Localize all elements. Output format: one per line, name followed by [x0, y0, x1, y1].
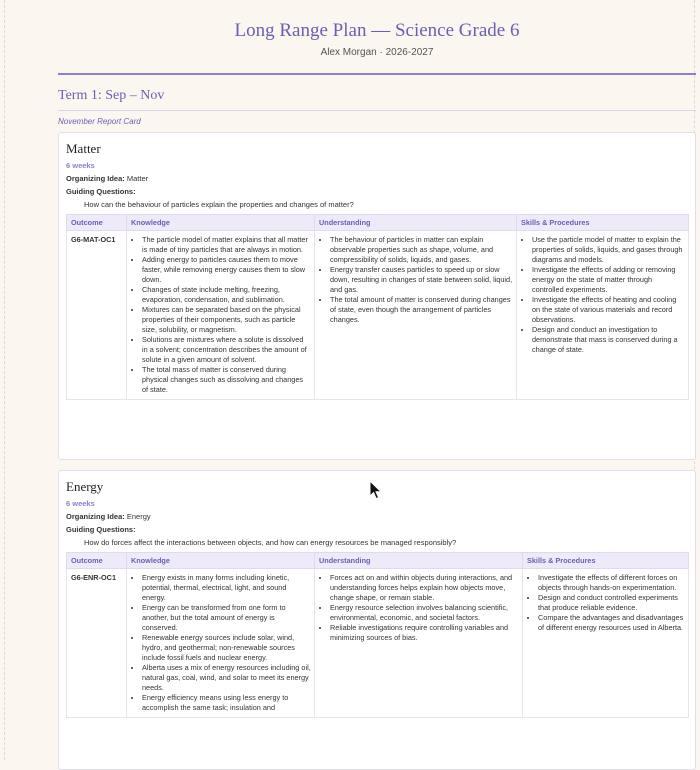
header-outcome: Outcome	[67, 215, 127, 231]
page-edge-left	[4, 0, 8, 760]
document-title: Long Range Plan — Science Grade 6	[234, 20, 520, 41]
organizing-idea	[66, 512, 689, 521]
list-item: • Alberta uses a mix of energy resources including oil, natural gas, coal, wind, and solar to meet its energy needs.	[142, 663, 311, 693]
unit-card-energy	[58, 470, 696, 770]
guiding-question: How can the behaviour of particles explain the properties and changes of matter?	[84, 200, 354, 209]
header-knowledge: Knowledge	[127, 215, 315, 231]
organizing-idea-label: Organizing Idea:	[66, 512, 125, 521]
list-item: • Investigate the effects of adding or removing energy on the state of matter through controlled experiments.	[532, 265, 685, 295]
guiding-question: How do forces affect the interactions between objects, and how can energy resources be managed responsibly?	[84, 538, 457, 547]
list-item: • Design and conduct controlled experiments that produce reliable evidence.	[538, 593, 685, 613]
outcome-table	[66, 552, 689, 718]
header-knowledge: Knowledge	[127, 553, 315, 569]
term-title: Term 1: Sep – Nov	[58, 88, 696, 111]
list-item: • Adding energy to particles causes them to move faster, while removing energy causes them to slow down.	[142, 255, 311, 285]
unit-card-matter	[58, 132, 696, 460]
knowledge-cell	[127, 231, 315, 400]
organizing-idea	[66, 174, 689, 183]
list-item: • Design and conduct an investigation to demonstrate that mass is conserved during a change of state.	[532, 325, 685, 355]
list-item: • Energy exists in many forms including kinetic, potential, thermal, electrical, light, and sound energy.	[142, 573, 311, 603]
header-understanding: Understanding	[315, 215, 517, 231]
list-item: • Mixtures can be separated based on the physical properties of their components, such as particle size, solubility, or magnetism.	[142, 305, 311, 335]
table-header-row	[67, 553, 689, 569]
understanding-cell	[315, 231, 517, 400]
title-divider	[58, 73, 696, 75]
mouse-pointer-icon	[369, 480, 383, 500]
outcome-code: G6-ENR-OC1	[67, 569, 127, 718]
unit-title: Matter	[66, 141, 101, 156]
header-understanding: Understanding	[315, 553, 523, 569]
list-item: • Reliable investigations require controlling variables and minimizing sources of bias.	[330, 623, 519, 643]
table-row	[67, 569, 689, 718]
table-row	[67, 231, 689, 400]
list-item: • The total amount of matter is conserved during changes of state, even though the arrangement of particles changes.	[330, 295, 513, 325]
header-skills: Skills & Procedures	[517, 215, 689, 231]
skills-cell	[523, 569, 689, 718]
skills-cell	[517, 231, 689, 400]
guiding-questions-label: Guiding Questions:	[66, 187, 136, 196]
unit-duration: 6 weeks	[66, 499, 95, 508]
list-item: • Renewable energy sources include solar, wind, hydro, and geothermal; non-renewable sources include fossil fuels and nuclear energy.	[142, 633, 311, 663]
organizing-idea-value: Matter	[126, 174, 149, 183]
document-page	[58, 0, 696, 770]
list-item: • Forces act on and within objects during interactions, and understanding forces helps explain how objects move, change shape, or remain stable.	[330, 573, 519, 603]
unit-duration: 6 weeks	[66, 161, 95, 170]
list-item: • Energy resource selection involves balancing scientific, environmental, economic, and societal factors.	[330, 603, 519, 623]
header-outcome: Outcome	[67, 553, 127, 569]
list-item: • The total mass of matter is conserved during physical changes such as dissolving and changes of state.	[142, 365, 311, 395]
guiding-questions-label: Guiding Questions:	[66, 525, 136, 534]
list-item: • Solutions are mixtures where a solute is dissolved in a solvent; concentration describes the amount of solute in a given amount of solvent.	[142, 335, 311, 365]
list-item: • Use the particle model of matter to explain the properties of solids, liquids, and gases through diagrams and models.	[532, 235, 685, 265]
list-item: • Investigate the effects of different forces on objects through hands-on experimentation.	[538, 573, 685, 593]
document-subtitle: Alex Morgan · 2026-2027	[320, 47, 434, 58]
term-report-note: November Report Card	[58, 117, 141, 126]
outcome-table	[66, 214, 689, 400]
header-skills: Skills & Procedures	[523, 553, 689, 569]
table-header-row	[67, 215, 689, 231]
list-item: • The behaviour of particles in matter can explain observable properties such as shape, volume, and compressibility of solids, liquids, and gases.	[330, 235, 513, 265]
list-item: • The particle model of matter explains that all matter is made of tiny particles that are always in motion.	[142, 235, 311, 255]
list-item: • Energy efficiency means using less energy to accomplish the same task; insulation and	[142, 693, 311, 713]
knowledge-cell	[127, 569, 315, 718]
organizing-idea-label: Organizing Idea:	[66, 174, 125, 183]
understanding-cell	[315, 569, 523, 718]
list-item: • Changes of state include melting, freezing, evaporation, condensation, and sublimation.	[142, 285, 311, 305]
outcome-code: G6-MAT-OC1	[67, 231, 127, 400]
list-item: • Energy can be transformed from one form to another, but the total amount of energy is conserved.	[142, 603, 311, 633]
organizing-idea-value: Energy	[126, 512, 151, 521]
unit-title: Energy	[66, 479, 104, 494]
list-item: • Energy transfer causes particles to speed up or slow down, resulting in changes of state between solid, liquid, and gas.	[330, 265, 513, 295]
list-item: • Compare the advantages and disadvantages of different energy resources used in Alberta.	[538, 613, 685, 633]
list-item: • Investigate the effects of heating and cooling on the state of various materials and record observations.	[532, 295, 685, 325]
